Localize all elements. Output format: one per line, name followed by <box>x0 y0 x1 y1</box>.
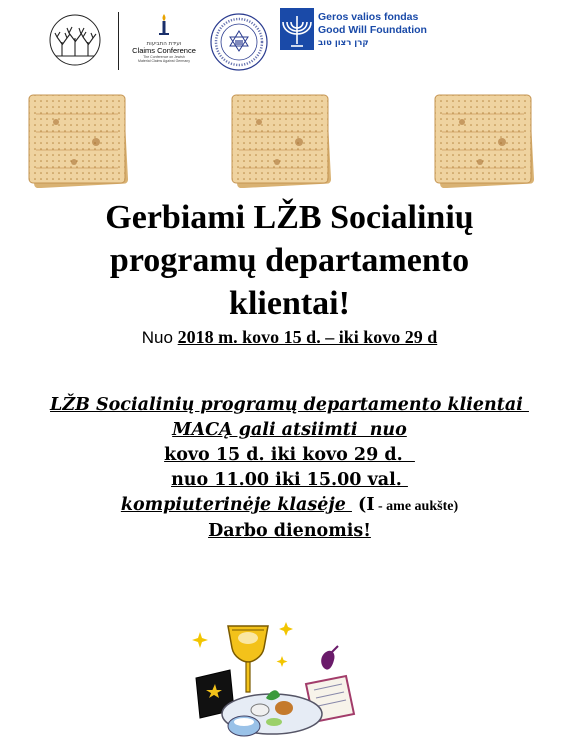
wine-bottle-icon <box>321 646 338 670</box>
good-will-foundation-logo <box>280 8 440 58</box>
claims-name: Claims Conference <box>132 46 196 55</box>
logo-strip <box>0 0 579 80</box>
announcement-line-5 <box>0 493 579 519</box>
announcement-line-2: MACĄ gali atsiimti nuo <box>172 420 407 440</box>
gwf-hebrew: קרן רצון טוב <box>318 38 369 48</box>
date-lead: Nuo <box>141 328 178 347</box>
gwf-line1: Geros valios fondas <box>318 11 419 23</box>
announcement-line-6: Darbo dienomis! <box>208 521 371 541</box>
title-line-2: programų departamento <box>109 242 470 279</box>
announcement-line-1: LŽB Socialinių programų departamento klientai <box>50 395 529 415</box>
claims-sub-1: The Conference on Jewish <box>143 55 185 59</box>
passover-seder-clipart <box>186 618 368 744</box>
title-line-1: Gerbiami LŽB Socialinių <box>105 199 474 236</box>
floor-text: - ame aukšte) <box>374 499 459 514</box>
claims-sub-2: Material Claims Against Germany <box>138 59 190 63</box>
matzah-image-center <box>229 92 333 188</box>
announcement-block <box>0 393 579 544</box>
date-range-line <box>0 326 579 349</box>
date-range: 2018 m. kovo 15 d. – iki kovo 29 d <box>177 327 438 347</box>
claims-conference-logo <box>125 12 203 72</box>
matzah-image-right <box>432 92 536 188</box>
floor-paren: (I <box>351 495 375 515</box>
matzah-image-left <box>26 92 130 188</box>
tree-circle-logo <box>44 12 106 68</box>
candle-icon <box>154 12 174 36</box>
gwf-line2: Good Will Foundation <box>318 24 427 36</box>
kiddush-cup-icon <box>228 626 268 692</box>
announcement-line-4: nuo 11.00 iki 15.00 val. <box>171 470 408 490</box>
menorah-icon <box>280 8 314 50</box>
location-text: kompiuterinėje klasėje <box>120 495 352 515</box>
logo-divider <box>118 12 119 70</box>
page-title <box>0 196 579 325</box>
community-seal-logo <box>207 10 271 74</box>
claims-hebrew-text: ועידת התביעות <box>146 41 182 47</box>
bowl-icon <box>228 716 260 736</box>
title-line-3: klientai! <box>229 285 350 322</box>
announcement-line-3: kovo 15 d. iki kovo 29 d. <box>164 445 415 465</box>
